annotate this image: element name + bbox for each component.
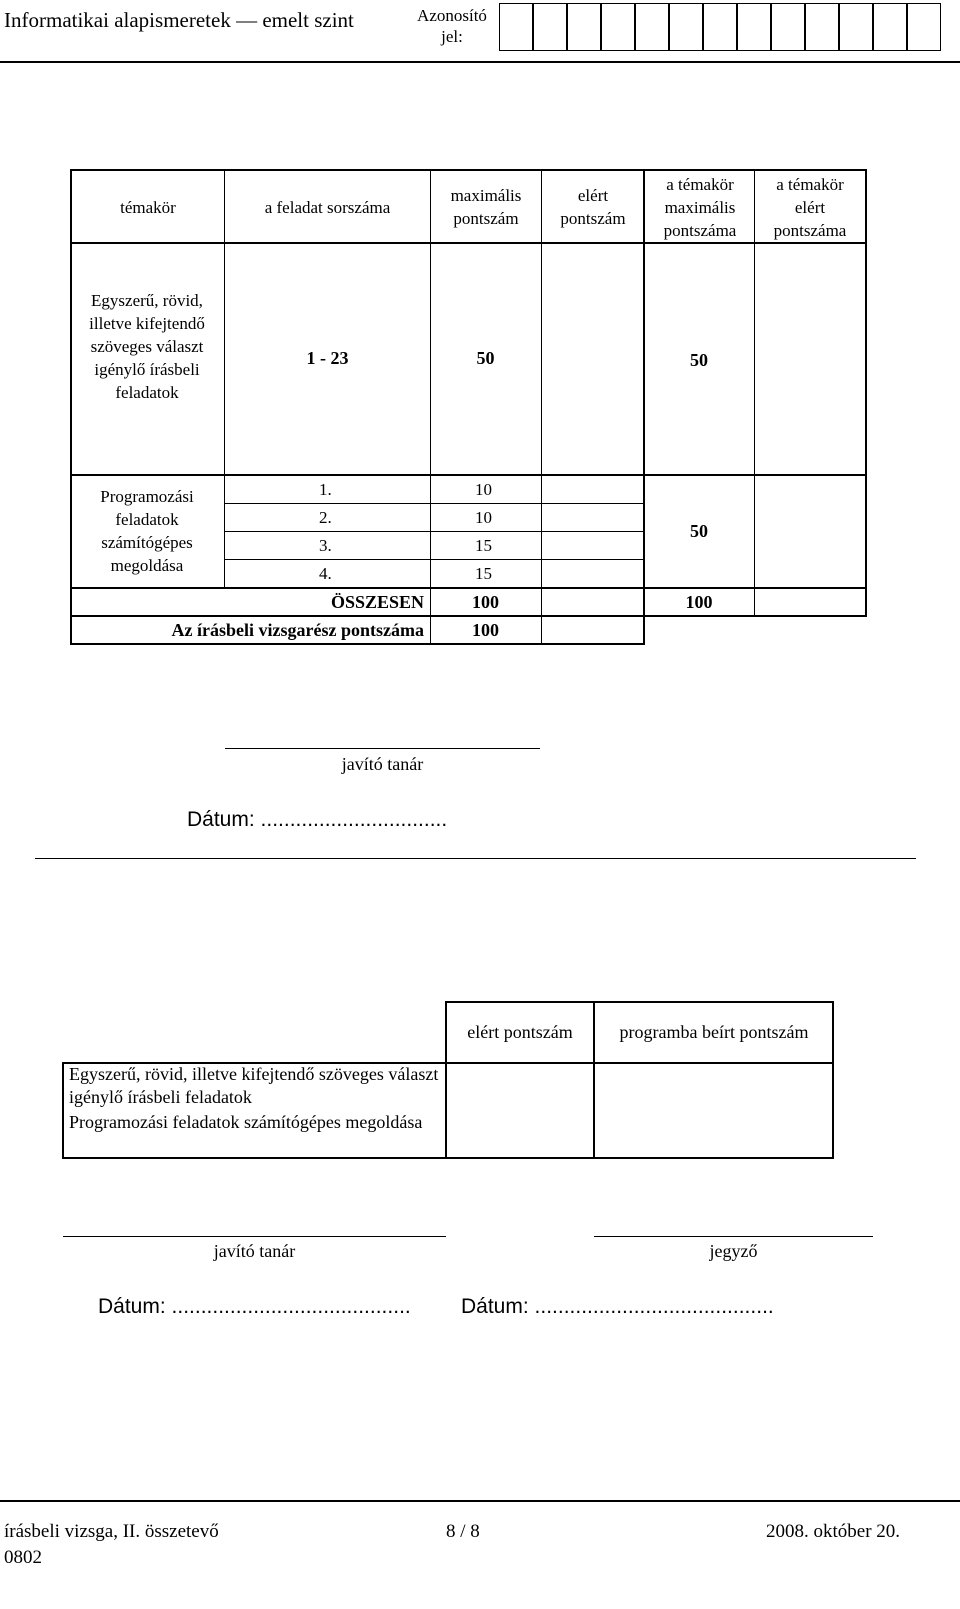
header-achieved-score: elért pontszám [560,186,626,228]
id-box[interactable] [873,3,907,51]
written-score-value: 100 [472,620,499,640]
signature-line [63,1236,446,1237]
row1-topic-max: 50 [690,350,708,370]
written-score-label: Az írásbeli vizsgarész pontszáma [171,620,424,640]
task-number: 4. [319,564,332,583]
task-max: 10 [475,508,492,527]
id-box[interactable] [635,3,669,51]
row2-topic: Programozási feladatok számítógépes megoldása [100,487,194,575]
id-label: Azonosító jel: [417,6,487,46]
footer-rule [0,1500,960,1502]
signature-line [225,748,540,749]
footer-date: 2008. október 20. [766,1521,901,1542]
id-box[interactable] [703,3,737,51]
section-divider [35,858,916,859]
total-max: 100 [472,592,499,612]
header-max-score: maximális pontszám [450,186,522,228]
task-number: 2. [319,508,332,527]
header-achieved-score: elért pontszám [467,1022,573,1042]
task-number: 1. [319,480,332,499]
id-box[interactable] [907,3,941,51]
id-box[interactable] [601,3,635,51]
signature-line [594,1236,873,1237]
task-max: 15 [475,536,492,555]
footer-exam: írásbeli vizsga, II. összetevő [4,1521,219,1542]
row1-max: 50 [476,348,495,368]
id-box[interactable] [805,3,839,51]
header-title: Informatikai alapismeretek — emelt szint [4,8,354,32]
header-topic-achieved: a témakör elért pontszáma [773,175,847,240]
notary-label: jegyző [709,1241,758,1261]
id-box[interactable] [533,3,567,51]
date-field[interactable]: Dátum: ................................ [187,808,448,831]
date-field[interactable]: Dátum: ......................................... [461,1295,774,1318]
id-box[interactable] [499,3,533,51]
header-task-number: a feladat sorszáma [264,198,391,217]
id-box[interactable] [737,3,771,51]
date-field[interactable]: Dátum: ......................................... [98,1295,411,1318]
summary-row-programming: Programozási feladatok számítógépes megoldása [69,1112,423,1132]
id-box[interactable] [669,3,703,51]
id-box[interactable] [771,3,805,51]
task-number: 3. [319,536,332,555]
header-topic-max: a témakör maximális pontszáma [663,175,737,240]
page-number: 8 / 8 [446,1521,480,1542]
header-entered-score: programba beírt pontszám [619,1022,809,1042]
corrector-label: javító tanár [213,1241,296,1261]
task-max: 10 [475,480,492,499]
corrector-label: javító tanár [341,754,424,774]
id-box[interactable] [567,3,601,51]
header-topic: témakör [120,198,176,217]
row1-topic: Egyszerű, rövid, illetve kifejtendő szöveges választ igénylő írásbeli feladatok [89,291,205,402]
footer-code: 0802 [4,1547,42,1568]
summary-row-written: Egyszerű, rövid, illetve kifejtendő szöveges választ igénylő írásbeli feladatok [69,1064,439,1107]
id-box[interactable] [839,3,873,51]
task-max: 15 [475,564,492,583]
row1-task-range: 1 - 23 [306,348,349,368]
total-topic-max: 100 [685,592,713,612]
total-label: ÖSSZESEN [330,592,424,612]
header-rule [0,61,960,63]
row2-topic-max: 50 [690,521,708,541]
